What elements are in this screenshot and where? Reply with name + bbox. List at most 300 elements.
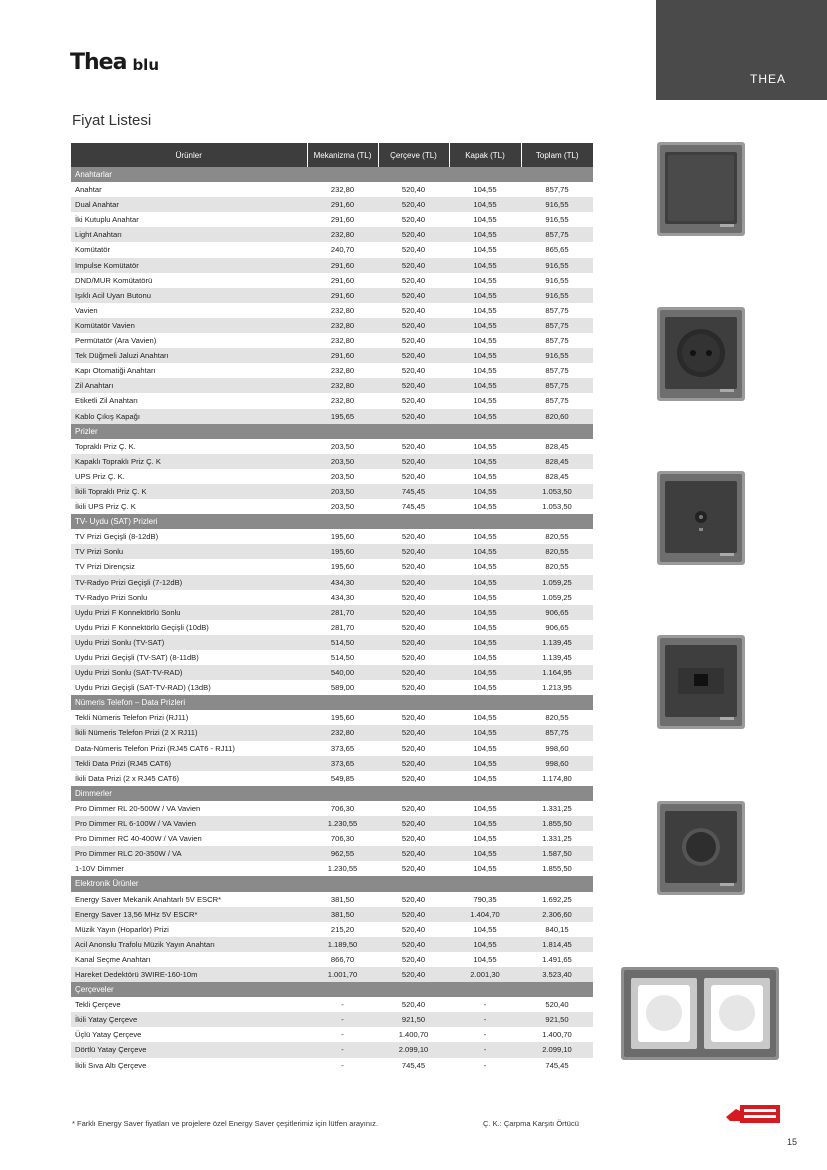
- total-price: 916,55: [521, 197, 593, 212]
- table-row: [71, 620, 593, 635]
- total-price: 906,65: [545, 622, 569, 632]
- mechanism-price: 232,80: [307, 318, 378, 333]
- total-price: 1.855,50: [521, 816, 593, 831]
- table-row: [71, 741, 593, 756]
- mechanism-price: 195,60: [330, 562, 355, 572]
- frame-price: 520,40: [401, 713, 426, 723]
- frame-price: 520,40: [378, 544, 449, 559]
- product-name: Anahtar: [75, 185, 102, 195]
- product-name: Uydu Prizi Sonlu (SAT-TV-RAD): [71, 665, 307, 680]
- total-price: 857,75: [545, 185, 569, 195]
- mechanism-price: 195,60: [307, 544, 378, 559]
- cover-price: 104,55: [449, 937, 521, 952]
- mechanism-price: 434,30: [307, 575, 378, 590]
- product-name: Tekli Çerçeve: [75, 1000, 121, 1010]
- table-row: [71, 710, 593, 725]
- frame-price: 520,40: [401, 185, 426, 195]
- total-price: 857,75: [545, 336, 569, 346]
- mechanism-price: 373,65: [307, 756, 378, 771]
- category-row: [71, 786, 593, 801]
- category-row: [71, 167, 593, 182]
- table-row: [71, 952, 593, 967]
- frame-price: 921,50: [378, 1012, 449, 1027]
- total-price: 1.053,50: [521, 484, 593, 499]
- total-price: 1.814,45: [521, 937, 593, 952]
- table-row: [71, 348, 593, 363]
- total-price: 1.692,25: [542, 894, 572, 904]
- frame-price: 520,40: [401, 653, 426, 662]
- cover-price: 104,55: [449, 288, 521, 303]
- frame-price: 520,40: [401, 743, 426, 753]
- product-name: Etiketli Zil Anahtarı: [75, 396, 138, 406]
- frame-price: 520,40: [401, 441, 426, 451]
- cover-price: 104,55: [449, 846, 521, 861]
- product-name: Uydu Prizi Geçişli (SAT-TV-RAD) (13dB): [75, 683, 211, 693]
- frame-price: 520,40: [401, 864, 426, 874]
- product-name: Kablo Çıkış Kapağı: [71, 409, 307, 424]
- mechanism-price: 203,50: [330, 471, 355, 481]
- product-name: Acil Anonslu Trafolu Müzik Yayın Anahtarı: [71, 937, 307, 952]
- cover-price: 104,55: [473, 954, 497, 964]
- cover-price: 104,55: [473, 592, 497, 602]
- table-row: [71, 650, 593, 665]
- mechanism-price: 373,65: [330, 743, 355, 753]
- double-frame-image: [620, 966, 780, 1061]
- cover-price: 104,55: [473, 471, 497, 481]
- table-row: [71, 997, 593, 1012]
- product-name: Impulse Komütatör: [71, 258, 307, 273]
- cover-price: 104,55: [473, 396, 497, 406]
- product-name: Tek Düğmeli Jaluzi Anahtarı: [71, 348, 307, 363]
- total-price: 1.139,45: [521, 635, 593, 650]
- product-name: Pro Dimmer RL 6-100W / VA Vavien: [71, 816, 307, 831]
- mechanism-price: 706,30: [330, 803, 355, 813]
- mechanism-price: 1.001,70: [307, 967, 378, 982]
- frame-price: 520,40: [378, 288, 449, 303]
- category-row: [71, 982, 593, 997]
- frame-price: 520,40: [378, 846, 449, 861]
- cover-price: 104,55: [449, 409, 521, 424]
- product-name: İkili Topraklı Priz Ç. K: [71, 484, 307, 499]
- mechanism-price: 549,85: [330, 773, 355, 783]
- cover-price: 104,55: [473, 803, 497, 813]
- product-name: Tekli Nümeris Telefon Prizi (RJ11): [75, 713, 189, 723]
- table-row: [71, 1058, 593, 1073]
- table-row: [71, 182, 593, 197]
- frame-price: 745,45: [378, 484, 449, 499]
- data-socket-image: [656, 634, 746, 730]
- frame-price: 520,40: [401, 366, 426, 376]
- mechanism-price: 203,50: [330, 502, 355, 512]
- total-price: 865,65: [545, 245, 569, 255]
- frame-price: 520,40: [378, 197, 449, 212]
- cover-price: 104,55: [449, 575, 521, 590]
- mechanism-price: 195,60: [330, 532, 355, 542]
- mechanism-price: 195,60: [330, 713, 355, 723]
- mechanism-price: 866,70: [330, 954, 355, 964]
- frame-price: 520,40: [401, 622, 426, 632]
- footnote: * Farklı Energy Saver fiyatları ve projelere özel Energy Saver çeşitlerimiz için lütfen arayınız.: [72, 1119, 378, 1128]
- frame-price: 520,40: [378, 258, 449, 273]
- frame-price: 520,40: [401, 245, 426, 255]
- cover-price: 104,55: [449, 725, 521, 740]
- product-name: TV-Radyo Prizi Sonlu: [75, 592, 148, 602]
- total-price: 2.306,60: [521, 907, 593, 922]
- cover-price: 104,55: [473, 185, 497, 195]
- table-row: [71, 242, 593, 257]
- frame-price: 520,40: [401, 894, 426, 904]
- cover-price: 790,35: [473, 894, 497, 904]
- total-price: 857,75: [545, 396, 569, 406]
- frame-price: 1.400,70: [398, 1030, 429, 1040]
- total-price: 820,55: [545, 713, 569, 723]
- product-name: Üçlü Yatay Çerçeve: [75, 1030, 142, 1040]
- table-row: [71, 861, 593, 876]
- frame-price: 520,40: [401, 471, 426, 481]
- frame-price: 520,40: [378, 967, 449, 982]
- category-label: Anahtarlar: [71, 167, 593, 182]
- total-price: 916,55: [545, 215, 569, 225]
- total-price: 857,75: [545, 366, 569, 376]
- viko-logo-icon: [726, 1103, 781, 1125]
- cover-price: 104,55: [449, 318, 521, 333]
- product-name: Zil Anahtarı: [71, 378, 307, 393]
- column-header-frame: Çerçeve (TL): [378, 143, 449, 167]
- table-row: [71, 544, 593, 559]
- table-row: [71, 393, 593, 408]
- cover-price: 104,55: [473, 622, 497, 632]
- category-row: [71, 695, 593, 710]
- product-name: Pro Dimmer RC 40-400W / VA Vavien: [75, 834, 202, 844]
- table-row: [71, 559, 593, 574]
- frame-price: 520,40: [401, 834, 426, 844]
- mechanism-price: 203,50: [307, 454, 378, 469]
- total-price: 857,75: [521, 318, 593, 333]
- table-row: [71, 846, 593, 861]
- mechanism-price: 514,50: [307, 635, 378, 650]
- cover-price: 104,55: [449, 348, 521, 363]
- frame-price: 520,40: [401, 1000, 426, 1010]
- mechanism-price: 281,70: [330, 622, 355, 632]
- frame-price: 520,40: [378, 348, 449, 363]
- total-price: 916,55: [521, 258, 593, 273]
- table-row: [71, 680, 593, 695]
- cover-price: 104,55: [473, 834, 497, 844]
- frame-price: 520,40: [378, 907, 449, 922]
- table-row: [71, 892, 593, 907]
- frame-price: 2.099,10: [378, 1042, 449, 1057]
- frame-price: 520,40: [378, 756, 449, 771]
- total-price: 820,55: [521, 544, 593, 559]
- abbreviation-legend: Ç. K.: Çarpma Karşıtı Örtücü: [483, 1119, 579, 1128]
- frame-price: 520,40: [401, 336, 426, 346]
- table-row: [71, 1012, 593, 1027]
- frame-price: 520,40: [401, 215, 426, 225]
- category-row: [71, 514, 593, 529]
- table-row: [71, 378, 593, 393]
- table-row: [71, 273, 593, 288]
- total-price: 1.855,50: [542, 864, 572, 874]
- category-label: Çerçeveler: [71, 982, 593, 997]
- socket-image: [656, 306, 746, 402]
- table-row: [71, 288, 593, 303]
- cover-price: 104,55: [473, 245, 497, 255]
- frame-price: 745,45: [401, 1060, 426, 1070]
- product-name: Kapı Otomatiği Anahtarı: [75, 366, 156, 376]
- mechanism-price: 232,80: [307, 227, 378, 242]
- category-label: Elektronik Ürünler: [71, 876, 593, 891]
- cover-price: 104,55: [449, 756, 521, 771]
- mechanism-price: 291,60: [307, 258, 378, 273]
- table-row: [71, 258, 593, 273]
- cover-price: 104,55: [473, 683, 497, 693]
- table-row: [71, 725, 593, 740]
- cover-price: 104,55: [473, 864, 497, 874]
- product-name: Pro Dimmer RL 20-500W / VA Vavien: [75, 803, 201, 813]
- frame-price: 520,40: [401, 562, 426, 572]
- table-row: [71, 590, 593, 605]
- table-row: [71, 227, 593, 242]
- total-price: 1.059,25: [542, 592, 572, 602]
- category-label: Prizler: [71, 424, 593, 439]
- mechanism-price: 589,00: [330, 683, 355, 693]
- product-name: Energy Saver 13,56 MHz 5V ESCR*: [71, 907, 307, 922]
- frame-price: 520,40: [378, 454, 449, 469]
- total-price: 1.331,25: [542, 803, 572, 813]
- mechanism-price: 381,50: [330, 894, 355, 904]
- category-label: TV- Uydu (SAT) Prizleri: [71, 514, 593, 529]
- product-name: Topraklı Priz Ç. K.: [75, 441, 136, 451]
- cover-price: 104,55: [473, 924, 497, 934]
- mechanism-price: 291,60: [307, 288, 378, 303]
- product-name: Light Anahtarı: [71, 227, 307, 242]
- table-row: [71, 605, 593, 620]
- logo-main: Thea: [70, 50, 127, 75]
- total-price: 1.213,95: [542, 683, 572, 693]
- total-price: 2.099,10: [521, 1042, 593, 1057]
- mechanism-price: 540,00: [307, 665, 378, 680]
- table-row: [71, 575, 593, 590]
- total-price: 857,75: [521, 725, 593, 740]
- table-header-row: [71, 143, 593, 167]
- product-name: Hareket Dedektörü 3WIRE-160-10m: [71, 967, 307, 982]
- frame-price: 520,40: [378, 665, 449, 680]
- total-price: 520,40: [545, 1000, 569, 1010]
- product-name: 1-10V Dimmer: [75, 864, 124, 874]
- total-price: 857,75: [521, 227, 593, 242]
- mechanism-price: 434,30: [330, 592, 355, 602]
- product-name: İki Kutuplu Anahtar: [75, 215, 139, 225]
- mechanism-price: 232,80: [307, 378, 378, 393]
- cover-price: 104,55: [449, 665, 521, 680]
- total-price: 1.164,95: [521, 665, 593, 680]
- column-header-total: Toplam (TL): [521, 143, 593, 167]
- cover-price: -: [483, 1000, 487, 1010]
- cover-price: 104,55: [449, 197, 521, 212]
- tv-socket-image: [656, 470, 746, 566]
- product-name: Komütatör Vavien: [71, 318, 307, 333]
- frame-price: 520,40: [378, 816, 449, 831]
- table-row: [71, 665, 593, 680]
- mechanism-price: 706,30: [330, 834, 355, 844]
- page-number: 15: [787, 1137, 798, 1147]
- product-name: TV Prizi Dirençsiz: [75, 562, 135, 572]
- table-row: [71, 212, 593, 227]
- frame-price: 520,40: [378, 409, 449, 424]
- mechanism-price: 240,70: [330, 245, 355, 255]
- frame-price: 745,45: [401, 502, 426, 512]
- cover-price: 104,55: [473, 215, 497, 225]
- brand-logo: [70, 48, 159, 74]
- product-name: TV Prizi Sonlu: [71, 544, 307, 559]
- cover-price: 1.404,70: [449, 907, 521, 922]
- table-row: [71, 469, 593, 484]
- total-price: 828,45: [521, 454, 593, 469]
- table-row: [71, 937, 593, 952]
- section-tab-label: THEA: [750, 72, 787, 86]
- product-name: Uydu Prizi Geçişli (TV-SAT) (8-11dB): [75, 653, 199, 662]
- table-body: [71, 167, 593, 1073]
- category-row: [71, 876, 593, 891]
- frame-price: 520,40: [378, 227, 449, 242]
- cover-price: -: [449, 1042, 521, 1057]
- cover-price: -: [483, 1030, 487, 1040]
- cover-price: 104,55: [449, 484, 521, 499]
- table-row: [71, 922, 593, 937]
- table-row: [71, 801, 593, 816]
- total-price: 1.587,50: [521, 846, 593, 861]
- table-row: [71, 409, 593, 424]
- total-price: 820,60: [521, 409, 593, 424]
- table-row: [71, 484, 593, 499]
- table-row: [71, 529, 593, 544]
- mechanism-price: 232,80: [330, 366, 355, 376]
- total-price: 998,60: [521, 756, 593, 771]
- product-name: Dual Anahtar: [71, 197, 307, 212]
- total-price: 820,55: [545, 532, 569, 542]
- cover-price: 104,55: [449, 227, 521, 242]
- mechanism-price: 281,70: [307, 605, 378, 620]
- product-name: İkili Yatay Çerçeve: [71, 1012, 307, 1027]
- product-name: Uydu Prizi F Konnektörlü Sonlu: [71, 605, 307, 620]
- product-name: Energy Saver Mekanik Anahtarlı 5V ESCR*: [75, 894, 222, 904]
- mechanism-price: 291,60: [307, 348, 378, 363]
- product-name: Işıklı Acil Uyarı Butonu: [71, 288, 307, 303]
- total-price: 916,55: [545, 275, 569, 285]
- category-label: Nümeris Telefon – Data Prizleri: [71, 695, 593, 710]
- cover-price: -: [483, 1060, 487, 1070]
- logo-sub: blu: [132, 56, 159, 74]
- cover-price: 104,55: [449, 454, 521, 469]
- total-price: 857,75: [545, 305, 569, 315]
- switch-image: [656, 141, 746, 237]
- frame-price: 520,40: [401, 532, 426, 542]
- cover-price: 104,55: [449, 378, 521, 393]
- table-row: [71, 635, 593, 650]
- frame-price: 520,40: [378, 725, 449, 740]
- cover-price: 104,55: [449, 605, 521, 620]
- total-price: 840,15: [545, 924, 569, 934]
- mechanism-price: 291,60: [307, 197, 378, 212]
- mechanism-price: -: [341, 1030, 344, 1040]
- cover-price: 104,55: [473, 773, 497, 783]
- mechanism-price: 203,50: [330, 441, 355, 451]
- cover-price: 104,55: [473, 562, 497, 572]
- mechanism-price: 195,65: [307, 409, 378, 424]
- mechanism-price: 232,80: [330, 336, 355, 346]
- mechanism-price: -: [307, 1042, 378, 1057]
- cover-price: 2.001,30: [449, 967, 521, 982]
- product-name: TV Prizi Geçişli (8-12dB): [75, 532, 159, 542]
- total-price: 906,65: [521, 605, 593, 620]
- total-price: 1.331,25: [542, 834, 572, 844]
- total-price: 921,50: [521, 1012, 593, 1027]
- mechanism-price: 1.230,55: [327, 864, 358, 874]
- product-name: Uydu Prizi F Konnektörlü Geçişli (10dB): [75, 622, 209, 632]
- table-row: [71, 303, 593, 318]
- frame-price: 520,40: [401, 275, 426, 285]
- frame-price: 520,40: [401, 683, 426, 693]
- table-row: [71, 318, 593, 333]
- price-table: [71, 143, 593, 1073]
- frame-price: 520,40: [378, 635, 449, 650]
- product-name: Pro Dimmer RLC 20-350W / VA: [71, 846, 307, 861]
- mechanism-price: 203,50: [307, 484, 378, 499]
- table-row: [71, 363, 593, 378]
- table-row: [71, 771, 593, 786]
- table-row: [71, 333, 593, 348]
- product-name: İkili Nümeris Telefon Prizi (2 X RJ11): [71, 725, 307, 740]
- cover-price: -: [449, 1012, 521, 1027]
- frame-price: 520,40: [401, 592, 426, 602]
- cover-price: 104,55: [449, 544, 521, 559]
- mechanism-price: 1.189,50: [307, 937, 378, 952]
- product-name: Komütatör: [75, 245, 111, 255]
- cover-price: 104,55: [473, 532, 497, 542]
- product-name: Kanal Seçme Anahtarı: [75, 954, 151, 964]
- frame-price: 520,40: [401, 924, 426, 934]
- product-name: Uydu Prizi Sonlu (TV-SAT): [71, 635, 307, 650]
- table-row: [71, 454, 593, 469]
- category-row: [71, 424, 593, 439]
- cover-price: 104,55: [473, 441, 497, 451]
- cover-price: 104,55: [473, 366, 497, 376]
- mechanism-price: 232,80: [307, 725, 378, 740]
- table-row: [71, 197, 593, 212]
- product-name: Permütatör (Ara Vavien): [75, 336, 157, 346]
- total-price: 1.491,65: [542, 954, 572, 964]
- category-label: Dimmerler: [71, 786, 593, 801]
- product-name: UPS Priz Ç. K.: [75, 471, 125, 481]
- column-header-mechanism: Mekanizma (TL): [307, 143, 378, 167]
- section-tab: [656, 0, 827, 100]
- column-header-cover: Kapak (TL): [449, 143, 521, 167]
- mechanism-price: 1.230,55: [307, 816, 378, 831]
- mechanism-price: 514,50: [330, 653, 355, 662]
- mechanism-price: 291,60: [330, 275, 355, 285]
- total-price: 3.523,40: [521, 967, 593, 982]
- cover-price: 104,55: [473, 713, 497, 723]
- total-price: 1.059,25: [521, 575, 593, 590]
- total-price: 916,55: [521, 288, 593, 303]
- product-name: Vavien: [75, 305, 98, 315]
- frame-price: 520,40: [378, 318, 449, 333]
- cover-price: 104,55: [473, 275, 497, 285]
- mechanism-price: 291,60: [330, 215, 355, 225]
- total-price: 820,55: [545, 562, 569, 572]
- mechanism-price: 962,55: [307, 846, 378, 861]
- cover-price: 104,55: [449, 258, 521, 273]
